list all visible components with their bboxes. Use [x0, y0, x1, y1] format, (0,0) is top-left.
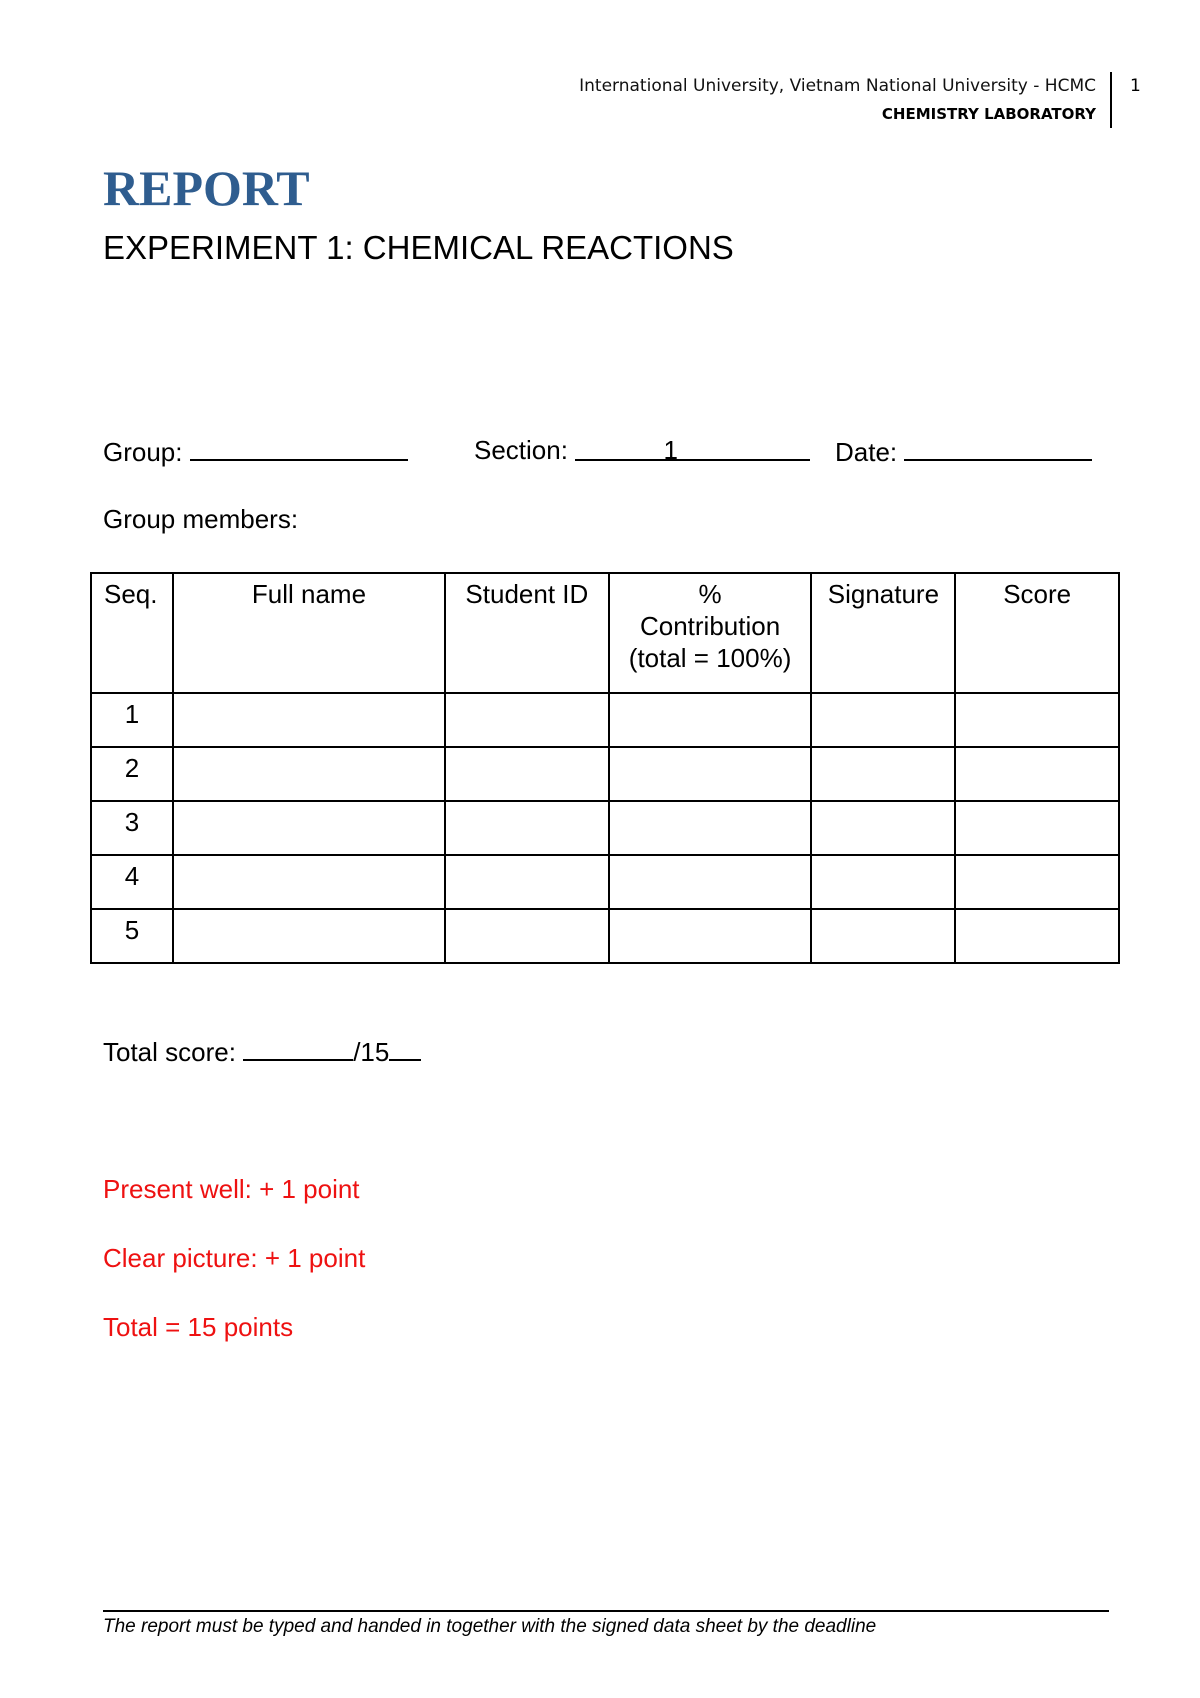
lab-name: CHEMISTRY LABORATORY — [881, 105, 1096, 123]
cell-student-id[interactable] — [445, 801, 609, 855]
cell-full-name[interactable] — [173, 801, 445, 855]
group-blank[interactable] — [190, 433, 408, 461]
note-total: Total = 15 points — [103, 1312, 294, 1342]
footer-note: The report must be typed and handed in together with the signed data sheet by the deadline — [103, 1616, 877, 1637]
header-contribution-line1: % — [698, 579, 722, 609]
cell-contribution[interactable] — [609, 693, 812, 747]
total-score-trailing-blank — [389, 1033, 421, 1061]
date-label: Date: — [835, 437, 898, 467]
header-student-id: Student ID — [445, 573, 609, 693]
total-score-blank[interactable] — [243, 1033, 353, 1061]
table-header-row — [91, 573, 1119, 693]
cell-full-name[interactable] — [173, 855, 445, 909]
page-number: 1 — [1130, 76, 1141, 96]
cell-seq: 4 — [91, 855, 173, 909]
cell-full-name[interactable] — [173, 909, 445, 963]
header-full-name: Full name — [173, 573, 445, 693]
section-label: Section: — [474, 435, 568, 465]
cell-full-name[interactable] — [173, 747, 445, 801]
section-field — [474, 433, 810, 467]
cell-score[interactable] — [955, 909, 1119, 963]
footer-divider — [103, 1610, 1109, 1612]
cell-contribution[interactable] — [609, 855, 812, 909]
header-seq: Seq. — [91, 573, 173, 693]
note-clear-picture: Clear picture: + 1 point — [103, 1243, 366, 1273]
section-blank[interactable] — [575, 433, 810, 465]
table-row — [91, 747, 1119, 801]
cell-signature[interactable] — [811, 855, 955, 909]
report-title: REPORT — [103, 160, 310, 216]
header-contribution-line2: Contribution — [639, 611, 781, 641]
header-contribution — [609, 573, 812, 693]
cell-seq: 3 — [91, 801, 173, 855]
table-row — [91, 801, 1119, 855]
total-score-label: Total score: — [103, 1037, 236, 1067]
page-header — [579, 72, 1112, 128]
cell-student-id[interactable] — [445, 693, 609, 747]
group-label: Group: — [103, 437, 183, 467]
cell-seq: 1 — [91, 693, 173, 747]
group-field — [103, 433, 408, 469]
cell-student-id[interactable] — [445, 855, 609, 909]
cell-student-id[interactable] — [445, 747, 609, 801]
cell-score[interactable] — [955, 801, 1119, 855]
header-score: Score — [955, 573, 1119, 693]
cell-signature[interactable] — [811, 693, 955, 747]
cell-seq: 5 — [91, 909, 173, 963]
header-signature: Signature — [811, 573, 955, 693]
header-contribution-line3: (total = 100%) — [628, 643, 792, 673]
cell-contribution[interactable] — [609, 801, 812, 855]
cell-score[interactable] — [955, 693, 1119, 747]
table-row — [91, 909, 1119, 963]
cell-score[interactable] — [955, 747, 1119, 801]
cell-student-id[interactable] — [445, 909, 609, 963]
table-row — [91, 693, 1119, 747]
cell-contribution[interactable] — [609, 747, 812, 801]
cell-score[interactable] — [955, 855, 1119, 909]
total-score-max: /15 — [353, 1037, 390, 1067]
cell-contribution[interactable] — [609, 909, 812, 963]
table-row — [91, 855, 1119, 909]
total-score-line — [103, 1033, 421, 1069]
group-members-table — [90, 572, 1120, 964]
cell-signature[interactable] — [811, 747, 955, 801]
cell-signature[interactable] — [811, 909, 955, 963]
university-name: International University, Vietnam National University - HCMC — [579, 76, 1096, 96]
note-present-well: Present well: + 1 point — [103, 1174, 360, 1204]
group-members-label: Group members: — [103, 504, 299, 534]
cell-seq: 2 — [91, 747, 173, 801]
date-field — [835, 433, 1092, 469]
experiment-title: EXPERIMENT 1: CHEMICAL REACTIONS — [103, 229, 734, 266]
section-value: 1 — [663, 435, 678, 465]
date-blank[interactable] — [904, 433, 1092, 461]
cell-signature[interactable] — [811, 801, 955, 855]
cell-full-name[interactable] — [173, 693, 445, 747]
